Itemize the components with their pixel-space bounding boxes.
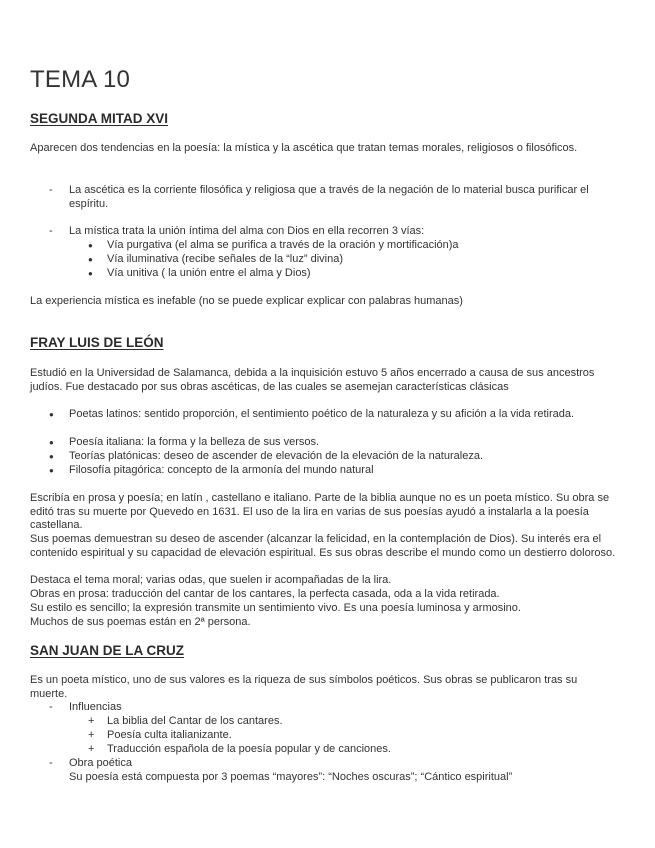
dash-bullet: -	[49, 225, 53, 237]
fray-paragraph: Escribía en prosa y poesía; en latín , castellano e italiano. Parte de la biblia aunque no es un poeta místico. Su obra se editó tras su muerte por Quevedo en 1631. El uso de la lira en varias de sus poesías ayudó a instalarla a la poesía castellana.	[30, 492, 610, 532]
fray-paragraph: Sus poemas demuestran su deseo de ascender (alcanzar la felicidad, en la contemplación de Dios). Su interés era el contenido espiritual y su capacidad de elevación espiritual. Es sus obras describe el mundo como un destierro doloroso.	[30, 533, 616, 559]
influencia-item: Traducción española de la poesía popular y de canciones.	[107, 743, 391, 755]
dash-bullet: -	[49, 184, 53, 196]
via-item: Vía purgativa (el alma se purifica a través de la oración y mortificación)a	[107, 239, 459, 251]
fray-item: Teorías platónicas: deseo de ascender de elevación de la elevación de la naturaleza.	[69, 450, 483, 462]
fray-paragraph: Muchos de sus poemas están en 2ª persona.	[30, 616, 251, 628]
plus-bullet: +	[88, 743, 95, 755]
s3-obra-text: Su poesía está compuesta por 3 poemas “mayores”: “Noches oscuras”; “Cántico espiritual”	[69, 771, 513, 783]
fray-item: Poetas latinos: sentido proporción, el sentimiento poético de la naturaleza y su afición a la vida retirada.	[69, 408, 575, 420]
fray-paragraph: Obras en prosa: traducción del cantar de los cantares, la perfecta casada, oda a la vida retirada.	[30, 588, 500, 600]
via-item: Vía unitiva ( la unión entre el alma y Dios)	[107, 267, 311, 279]
dot-bullet: ●	[88, 241, 93, 250]
s3-intro: Es un poeta místico, uno de sus valores es la riqueza de sus símbolos poéticos. Sus obras se publicaron tras su muerte.	[30, 674, 578, 700]
page-title: TEMA 10	[30, 66, 131, 93]
section-heading-segunda-mitad: SEGUNDA MITAD XVI	[30, 111, 169, 126]
s1-intro: Aparecen dos tendencias en la poesía: la mística y la ascética que tratan temas morales, religiosos o filosóficos.	[30, 142, 578, 154]
s1-mistica: La mística trata la unión íntima del alma con Dios en ella recorren 3 vías:	[69, 225, 425, 237]
dot-bullet: ●	[49, 410, 54, 419]
influencia-item: La biblia del Cantar de los cantares.	[107, 715, 283, 727]
plus-bullet: +	[88, 715, 95, 727]
dot-bullet: ●	[88, 269, 93, 278]
s2-intro: Estudió en la Universidad de Salamanca, debida a la inquisición estuvo 5 años encerrado a causa de sus ancestros judíos. Fue destacado por sus obras ascéticas, de las cuales se asemejan características clásicas	[30, 367, 595, 393]
dot-bullet: ●	[49, 466, 54, 475]
influencia-item: Poesía culta italianizante.	[107, 729, 232, 741]
s1-experiencia: La experiencia mística es inefable (no se puede explicar explicar con palabras humanas)	[30, 295, 463, 307]
fray-item: Poesía italiana: la forma y la belleza de sus versos.	[69, 436, 320, 448]
s3-influencias: Influencias	[69, 701, 122, 713]
dash-bullet: -	[49, 757, 53, 769]
s1-ascetica: La ascética es la corriente filosófica y religiosa que a través de la negación de lo material busca purificar el espíritu.	[69, 184, 589, 210]
fray-item: Filosofía pitagórica: concepto de la armonía del mundo natural	[69, 464, 374, 476]
dot-bullet: ●	[88, 255, 93, 264]
via-item: Vía iluminativa (recibe señales de la “luz” divina)	[107, 253, 343, 265]
plus-bullet: +	[88, 729, 95, 741]
section-heading-san-juan: SAN JUAN DE LA CRUZ	[30, 643, 185, 658]
fray-paragraph: Su estilo es sencillo; la expresión transmite un sentimiento vivo. Es una poesía luminosa y armosino.	[30, 602, 521, 614]
s3-obra: Obra poética	[69, 757, 132, 769]
dot-bullet: ●	[49, 438, 54, 447]
fray-paragraph: Destaca el tema moral; varias odas, que suelen ir acompañadas de la lira.	[30, 574, 392, 586]
section-heading-fray-luis: FRAY LUIS DE LEÓN	[30, 335, 164, 350]
dot-bullet: ●	[49, 452, 54, 461]
dash-bullet: -	[49, 701, 53, 713]
